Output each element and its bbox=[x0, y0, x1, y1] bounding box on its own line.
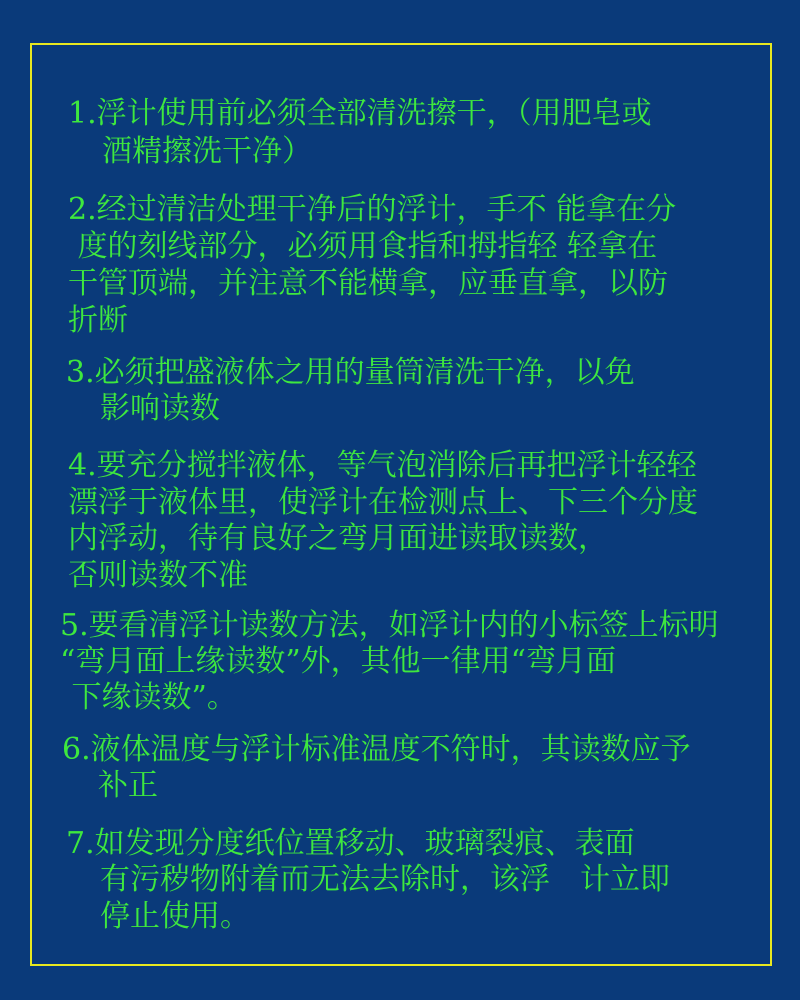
item-3-line-1: 3.必须把盛液体之用的量筒清洗干净，以免 bbox=[66, 355, 635, 390]
item-6-line-1: 6.液体温度与浮计标准温度不符时，其读数应予 bbox=[62, 732, 691, 767]
item-5-line-2: “弯月面上缘读数”外，其他一律用“弯月面 bbox=[60, 644, 617, 679]
item-2-line-2: 度的刻线部分，必须用食指和拇指轻 轻拿在 bbox=[68, 229, 658, 264]
item-7-line-1: 7.如发现分度纸位置移动、玻璃裂痕、表面 bbox=[66, 826, 635, 861]
item-1-line-1: 1.浮计使用前必须全部清洗擦干，（用肥皂或 bbox=[68, 96, 652, 131]
item-7-line-3: 停止使用。 bbox=[100, 899, 250, 934]
item-2-line-3: 干管顶端，并注意不能横拿，应垂直拿，以防 bbox=[68, 266, 668, 301]
item-4-line-3: 内浮动，待有良好之弯月面进读取读数， bbox=[68, 521, 608, 556]
item-4-line-4: 否则读数不准 bbox=[68, 558, 248, 593]
item-3-line-2: 影响读数 bbox=[100, 391, 220, 426]
item-2-line-1: 2.经过清洁处理干净后的浮计，手不 能拿在分 bbox=[68, 192, 677, 227]
item-5-line-1: 5.要看清浮计读数方法，如浮计内的小标签上标明 bbox=[60, 608, 719, 643]
item-7-line-2: 有污秽物附着而无法去除时，该浮 计立即 bbox=[100, 862, 670, 897]
item-6-line-2: 补正 bbox=[98, 768, 158, 803]
item-5-line-3: 下缘读数”。 bbox=[62, 680, 237, 715]
item-1-line-2: 酒精擦洗干净） bbox=[102, 134, 312, 169]
item-4-line-2: 漂浮于液体里，使浮计在检测点上、下三个分度 bbox=[68, 485, 698, 520]
item-2-line-4: 折断 bbox=[68, 303, 128, 338]
item-4-line-1: 4.要充分搅拌液体，等气泡消除后再把浮计轻轻 bbox=[68, 448, 697, 483]
